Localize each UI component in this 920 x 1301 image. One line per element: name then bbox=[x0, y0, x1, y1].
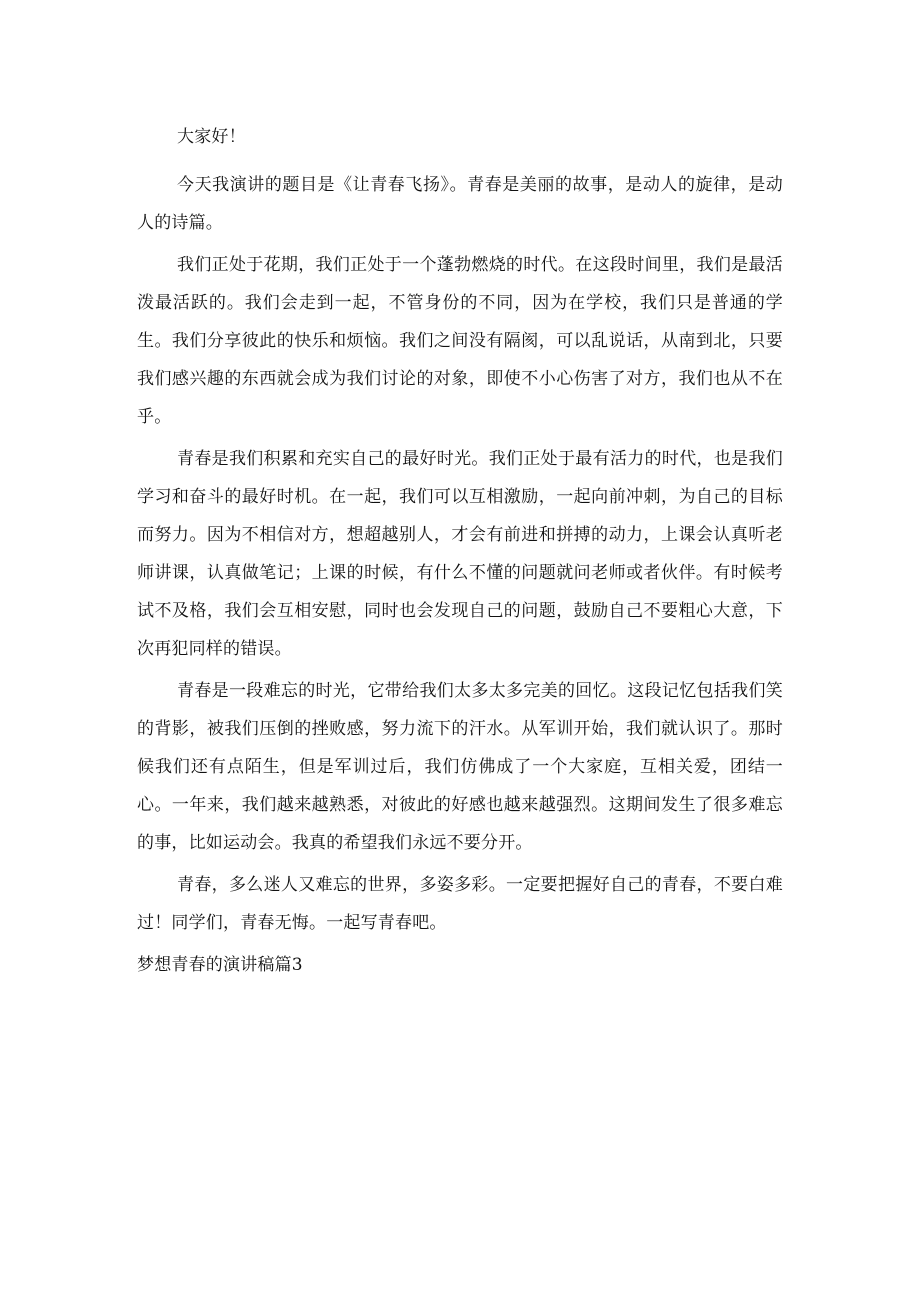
paragraph-conclusion: 青春，多么迷人又难忘的世界，多姿多彩。一定要把握好自己的青春，不要白难过！同学们，青春无悔。一起写青春吧。 bbox=[137, 875, 783, 933]
paragraph-best-time: 青春是我们积累和充实自己的最好时光。我们正处于最有活力的时代，也是我们学习和奋斗的最好时机。在一起，我们可以互相激励，一起向前冲刺，为自己的目标而努力。因为不相信对方，想超越别人，才会有前进和拼搏的动力，上课会认真听老师讲课，认真做笔记；上课的时候，有什么不懂的问题就问老师或者伙伴。有时候考试不及格，我们会互相安慰，同时也会发现自己的问题，鼓励自己不要粗心大意，下次再犯同样的错误。 bbox=[137, 449, 783, 659]
section-heading: 梦想青春的演讲稿篇3 bbox=[137, 955, 303, 975]
greeting-text: 大家好！ bbox=[177, 127, 246, 147]
paragraph-flowering-period: 我们正处于花期，我们正处于一个蓬勃燃烧的时代。在这段时间里，我们是最活泼最活跃的。我们会走到一起，不管身份的不同，因为在学校，我们只是普通的学生。我们分享彼此的快乐和烦恼。我们之间没有隔阂，可以乱说话，从南到北，只要我们感兴趣的东西就会成为我们讨论的对象，即使不小心伤害了对方，我们也从不在乎。 bbox=[137, 255, 783, 427]
document-body bbox=[137, 118, 783, 984]
paragraph-memories: 青春是一段难忘的时光，它带给我们太多太多完美的回忆。这段记忆包括我们笑的背影，被我们压倒的挫败感，努力流下的汗水。从军训开始，我们就认识了。那时候我们还有点陌生，但是军训过后，我们仿佛成了一个大家庭，互相关爱，团结一心。一年来，我们越来越熟悉，对彼此的好感也越来越强烈。这期间发生了很多难忘的事，比如运动会。我真的希望我们永远不要分开。 bbox=[137, 681, 783, 853]
paragraph-topic: 今天我演讲的题目是《让青春飞扬》。青春是美丽的故事，是动人的旋律，是动人的诗篇。 bbox=[137, 175, 783, 233]
